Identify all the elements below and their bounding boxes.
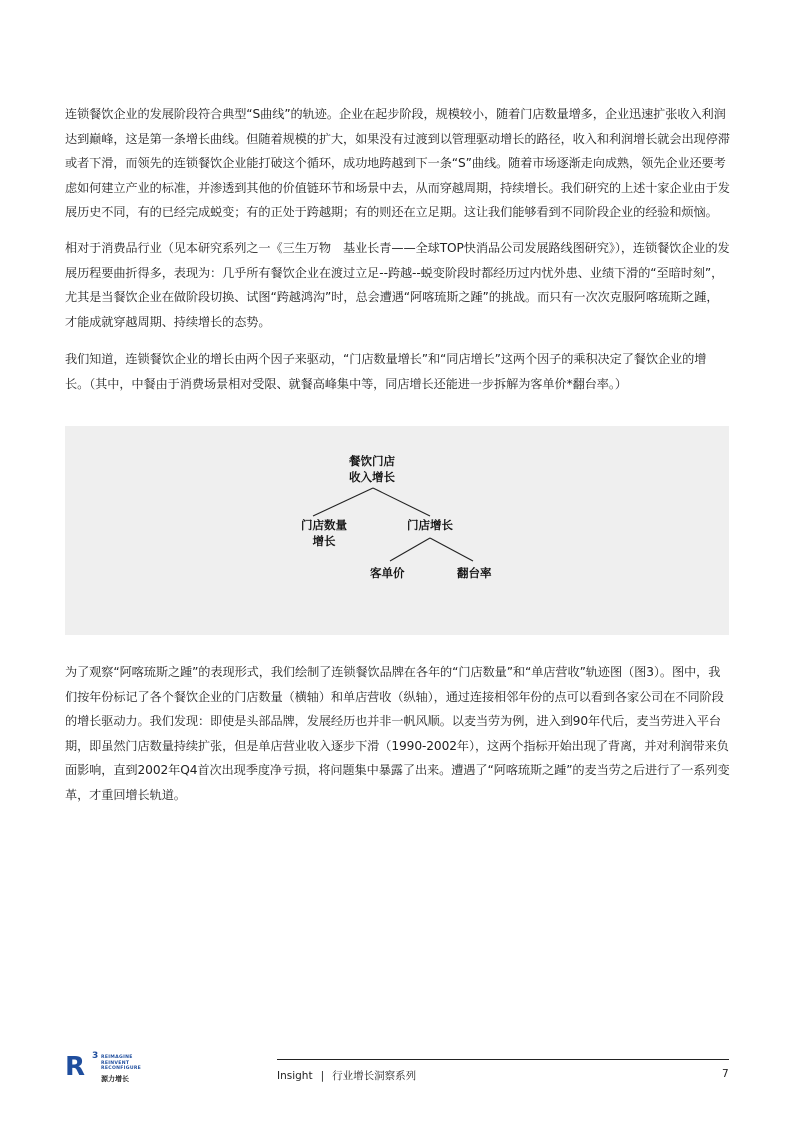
- logo-word-reimagine: REIMAGINE: [101, 1055, 133, 1060]
- node-store-count-growth-line1: 门店数量: [301, 518, 347, 532]
- paragraph-achilles-heel: 相对于消费品行业（见本研究系列之一《三生万物 基业长青——全球TOP快消品公司发展路线图研究》），连锁餐饮企业的发展历程要曲折得多，表现为：几乎所有餐饮企业在渡过立足--跨越--蜕变阶段时都经历过内忧外患、业绩下滑的“至暗时刻”，尤其是当餐饮企业在做阶段切换、试图“跨越鸿沟”时，总会遭遇“阿喀琉斯之踵”的挑战。而只有一次次克服阿喀琉斯之踵，才能成就穿越周期、持续增长的态势。: [65, 241, 730, 329]
- node-revenue-growth-line1: 餐饮门店: [349, 454, 395, 468]
- node-store-count-growth-line2: 增长: [312, 534, 336, 548]
- footer-separator: |: [320, 1070, 325, 1082]
- node-same-store-growth-line1: 门店增长: [407, 518, 453, 532]
- r3-logo-words: [101, 1055, 141, 1072]
- r3-logo-chinese: 源力增长: [101, 1075, 129, 1083]
- node-table-turnover-label: 翻台率: [457, 566, 492, 580]
- paragraph-s-curve: 连锁餐饮企业的发展阶段符合典型“S曲线”的轨迹。企业在起步阶段，规模较小，随着门店数量增多，企业迅速扩张收入利润达到巅峰，这是第一条增长曲线。但随着规模的扩大，如果没有过渡到以管理驱动增长的路径，收入和利润增长就会出现停滞或者下滑，而领先的连锁餐饮企业能打破这个循环，成功地跨越到下一条“S”曲线。随着市场逐渐走向成熟，领先企业还要考虑如何建立产业的标准，并渗透到其他的价值链环节和场景中去，从而穿越周期，持续增长。我们研究的上述十家企业由于发展历史不同，有的已经完成蜕变；有的正处于跨越期；有的则还在立足期。这让我们能够看到不同阶段企业的经验和烦恼。: [65, 107, 730, 219]
- footer-brand: Insight: [277, 1070, 313, 1082]
- node-table-turnover: [457, 565, 492, 581]
- node-revenue-growth-line2: 收入增长: [349, 470, 395, 484]
- page-number: 7: [722, 1068, 729, 1080]
- node-store-count-growth: [301, 517, 347, 549]
- footer-series: [277, 1068, 416, 1083]
- paragraph-growth-factors: 我们知道，连锁餐饮企业的增长由两个因子来驱动，“门店数量增长”和“同店增长”这两个因子的乘积决定了餐饮企业的增长。（其中，中餐由于消费场景相对受限、就餐高峰集中等，同店增长还能进一步拆解为客单价*翻台率。）: [65, 352, 707, 391]
- node-average-ticket-label: 客单价: [370, 566, 405, 580]
- connector-right-right: [430, 538, 473, 561]
- node-same-store-growth: [407, 517, 453, 533]
- footer-divider: [277, 1059, 729, 1060]
- node-revenue-growth: [349, 453, 395, 485]
- footer-series-title: 行业增长洞察系列: [332, 1070, 417, 1082]
- logo-word-reinvent: REINVENT: [101, 1060, 130, 1066]
- r3-logo: [65, 1053, 155, 1085]
- connector-right-left: [390, 538, 430, 561]
- growth-driver-tree-diagram: [65, 426, 729, 635]
- connector-root-left: [313, 488, 373, 516]
- connector-root-right: [373, 488, 430, 516]
- paragraph-trajectory-analysis: 为了观察“阿喀琉斯之踵”的表现形式，我们绘制了连锁餐饮品牌在各年的“门店数量”和“单店营收”轨迹图（图3）。图中，我们按年份标记了各个餐饮企业的门店数量（横轴）和单店营收（纵轴），通过连接相邻年份的点可以看到各家公司在不同阶段的增长驱动力。我们发现：即使是头部品牌，发展经历也并非一帆风顺。以麦当劳为例，进入到90年代后，麦当劳进入平台期，即虽然门店数量持续扩张，但是单店营业收入逐步下滑（1990-2002年），这两个指标开始出现了背离，并对利润带来负面影响，直到2002年Q4首次出现季度净亏损，将问题集中暴露了出来。遭遇了“阿喀琉斯之踵”的麦当劳之后进行了一系列变革，才重回增长轨道。: [65, 665, 730, 802]
- node-average-ticket: [370, 565, 405, 581]
- r3-logo-superscript: 3: [92, 1051, 99, 1061]
- tree-connectors: [65, 426, 729, 635]
- logo-word-reconfigure: RECONFIGURE: [101, 1066, 142, 1072]
- r3-logo-mark: R: [65, 1052, 85, 1082]
